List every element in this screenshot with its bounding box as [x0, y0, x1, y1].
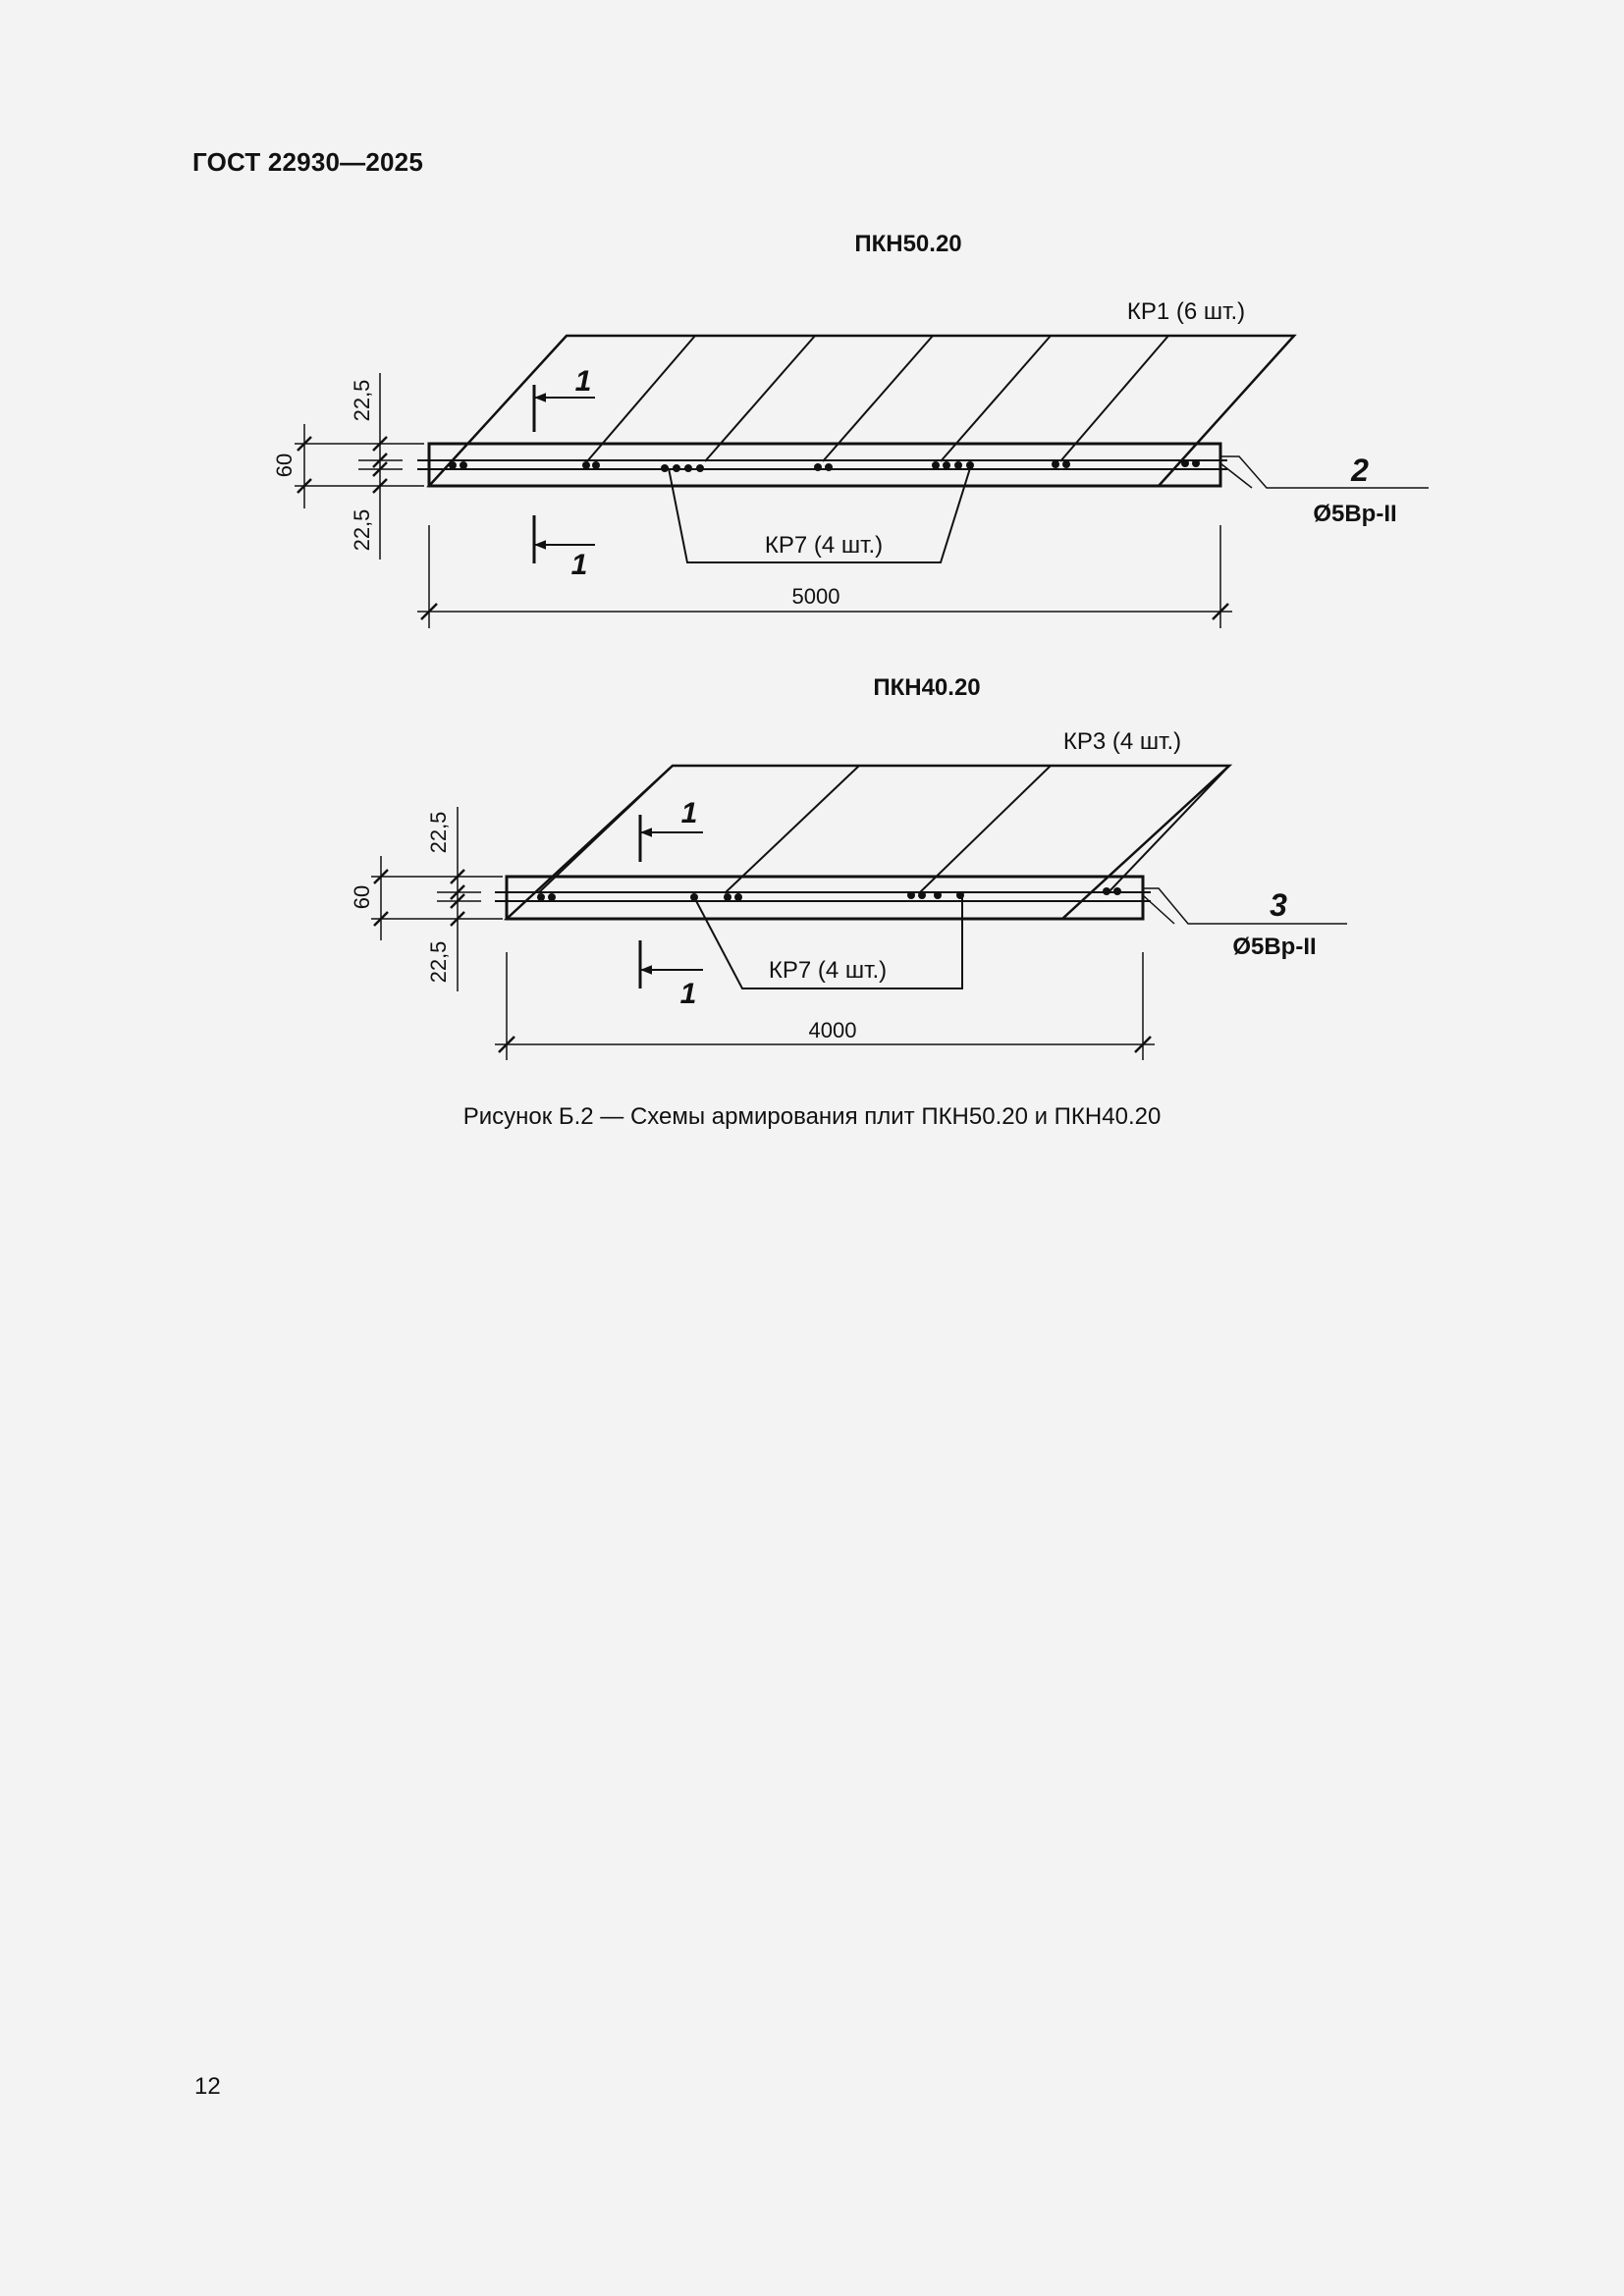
cover-bottom-value: 22,5 — [350, 508, 374, 552]
panel-title: ПКН50.20 — [854, 231, 962, 257]
position-number: 3 — [1270, 887, 1287, 923]
kr3-label: КР3 (4 шт.) — [1062, 728, 1182, 755]
section-label-top: 1 — [574, 365, 592, 398]
length-value: 5000 — [791, 584, 840, 609]
slab-section — [429, 444, 1220, 486]
slab-section — [507, 877, 1143, 919]
cover-top-value: 22,5 — [350, 379, 374, 422]
kr7-label: КР7 (4 шт.) — [764, 532, 884, 559]
panel-title: ПКН40.20 — [873, 674, 981, 701]
leader-position-3 — [1143, 888, 1347, 924]
mesh-outline — [507, 766, 1229, 919]
cover-bottom-value: 22,5 — [426, 940, 451, 984]
page-number: 12 — [194, 2073, 221, 2100]
figure-caption: Рисунок Б.2 — Схемы армирования плит ПКН50.20 и ПКН40.20 — [462, 1103, 1162, 1130]
thickness-value: 60 — [350, 884, 374, 910]
kr7-label: КР7 (4 шт.) — [768, 957, 888, 984]
rebar-points — [537, 887, 1121, 901]
mesh-outline — [429, 336, 1294, 486]
position-number: 2 — [1351, 453, 1369, 488]
section-label-bottom: 1 — [570, 549, 588, 581]
leader-position-2 — [1220, 456, 1429, 488]
section-label-top: 1 — [680, 797, 698, 829]
panel-pkn50-20 — [272, 231, 1429, 628]
panel-pkn40-20 — [350, 674, 1347, 1060]
length-value: 4000 — [808, 1018, 857, 1042]
section-label-bottom: 1 — [679, 978, 697, 1010]
rebar-spec: Ø5Вр-II — [1313, 501, 1397, 527]
frame-diagonals — [538, 766, 1229, 893]
document-header: ГОСТ 22930—2025 — [192, 147, 423, 177]
rebar-spec: Ø5Вр-II — [1232, 934, 1317, 960]
kr1-label: КР1 (6 шт.) — [1126, 298, 1246, 325]
cover-top-value: 22,5 — [426, 811, 451, 854]
thickness-value: 60 — [272, 453, 297, 478]
